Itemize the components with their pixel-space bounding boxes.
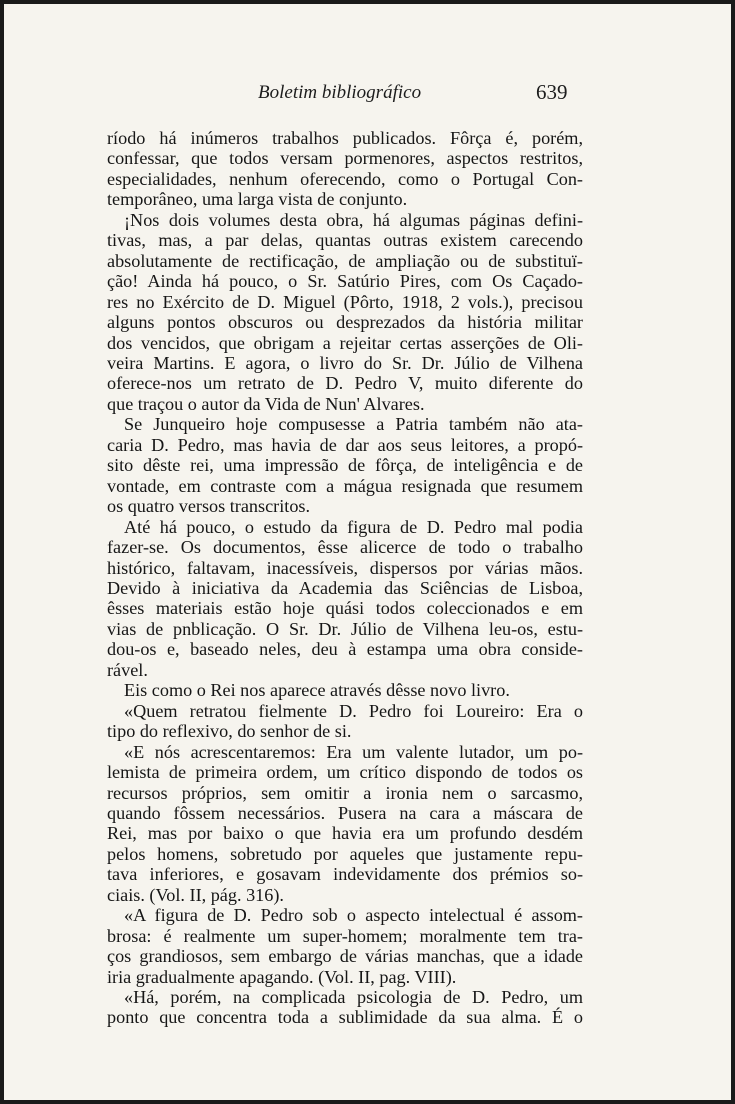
text-line: caria D. Pedro, mas havia de dar aos seus leitores, a propó-: [107, 434, 583, 455]
text-line: recursos próprios, sem omitir a ironia nem o sarcasmo,: [107, 782, 583, 803]
book-page: [4, 4, 731, 1100]
text-line: vias de pnblicação. O Sr. Dr. Júlio de Vilhena leu-os, estu-: [107, 618, 583, 639]
text-line: Eis como o Rei nos aparece através dêsse novo livro.: [124, 680, 510, 701]
text-line: sito dêste rei, uma impressão de fôrça, de inteligência e de: [107, 455, 583, 476]
text-line: confessar, que todos versam pormenores, aspectos restritos,: [107, 148, 583, 169]
text-line: res no Exército de D. Miguel (Pôrto, 1918, 2 vols.), precisou: [107, 291, 583, 312]
text-line: «A figura de D. Pedro sob o aspecto intelectual é assom-: [124, 905, 583, 926]
text-line: brosa: é realmente um super-homem; moralmente tem tra-: [107, 925, 583, 946]
text-line: tava inferiores, e gosavam indevidamente dos prémios so-: [107, 864, 583, 885]
page-header: [4, 82, 731, 112]
text-line: «E nós acrescentaremos: Era um valente lutador, um po-: [124, 741, 583, 762]
text-line: êsses materiais estão hoje quási todos coleccionados e em: [107, 598, 583, 619]
text-line: histórico, faltavam, inacessíveis, dispersos por várias mãos.: [107, 557, 583, 578]
text-line: ponto que concentra toda a sublimidade da sua alma. É o: [107, 1007, 583, 1028]
text-line: Se Junqueiro hoje compusesse a Patria também não ata-: [124, 414, 583, 435]
text-line: alguns pontos obscuros ou desprezados da história militar: [107, 312, 583, 333]
text-line: pelos homens, sobretudo por aqueles que justamente repu-: [107, 843, 583, 864]
text-line: ção! Ainda há pouco, o Sr. Satúrio Pires, com Os Caçado-: [107, 271, 583, 292]
text-line: tivas, mas, a par delas, quantas outras existem carecendo: [107, 230, 583, 251]
text-line: «Há, porém, na complicada psicologia de D. Pedro, um: [124, 987, 583, 1008]
text-line: veira Martins. E agora, o livro do Sr. Dr. Júlio de Vilhena: [107, 352, 583, 373]
text-line: tipo do reflexivo, do senhor de si.: [107, 721, 352, 742]
text-line: Devido à iniciativa da Academia das Sciências de Lisboa,: [107, 577, 583, 598]
text-line: quando fôssem necessários. Pusera na cara a máscara de: [107, 802, 583, 823]
text-line: lemista de primeira ordem, um crítico dispondo de todos os: [107, 762, 583, 783]
text-line: ríodo há inúmeros trabalhos publicados. Fôrça é, porém,: [107, 128, 583, 148]
text-line: especialidades, nenhum oferecendo, como o Portugal Con-: [107, 168, 583, 189]
text-line: iria gradualmente apagando. (Vol. II, pag. VIII).: [107, 966, 457, 987]
text-line: «Quem retratou fielmente D. Pedro foi Loureiro: Era o: [124, 700, 583, 721]
text-line: fazer-se. Os documentos, êsse alicerce de todo o trabalho: [107, 537, 583, 558]
text-line: ços grandiosos, sem embargo de várias manchas, que a idade: [107, 946, 583, 967]
text-line: vontade, em contraste com a mágua resignada que resumem: [107, 475, 583, 496]
text-line: Até há pouco, o estudo da figura de D. Pedro mal podia: [124, 516, 583, 537]
running-title: Boletim bibliográfico: [258, 82, 422, 103]
body-text: [107, 128, 583, 1028]
text-line: rável.: [107, 659, 148, 680]
text-line: ciais. (Vol. II, pág. 316).: [107, 884, 284, 905]
text-line: temporâneo, uma larga vista de conjunto.: [107, 189, 408, 210]
text-line: oferece-nos um retrato de D. Pedro V, muito diferente do: [107, 373, 583, 394]
page-number: 639: [536, 80, 568, 104]
text-line: que traçou o autor da Vida de Nun' Alvares.: [107, 393, 425, 414]
text-line: absolutamente de rectificação, de ampliação ou de substituï-: [107, 250, 583, 271]
text-line: Rei, mas por baixo o que havia era um profundo desdém: [107, 823, 583, 844]
text-line: dou-os e, baseado neles, deu à estampa uma obra conside-: [107, 639, 583, 660]
text-line: dos vencidos, que obrigam a rejeitar certas asserções de Oli-: [107, 332, 583, 353]
text-line: ¡Nos dois volumes desta obra, há algumas páginas defini-: [124, 209, 583, 230]
text-line: os quatro versos transcritos.: [107, 496, 311, 517]
